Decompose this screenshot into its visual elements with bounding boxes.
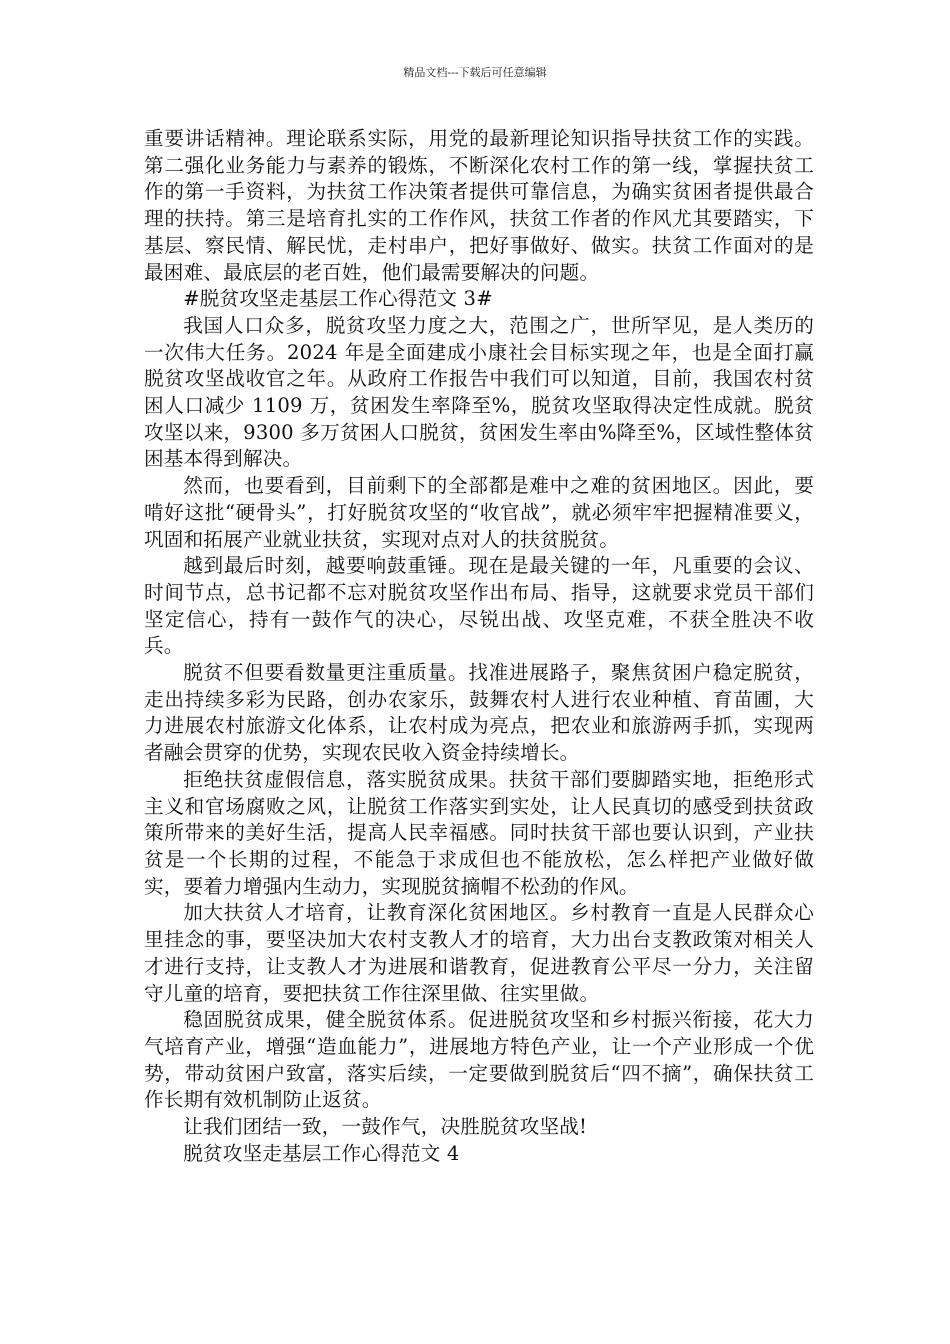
section-heading-3: #脱贫攻坚走基层工作心得范文 3# xyxy=(183,287,493,311)
paragraph-8: 稳固脱贫成果，健全脱贫体系。促进脱贫攻坚和乡村振兴衔接，花大力气培育产业，增强“造血能力”，进展地方特色产业，让一个产业形成一个优势，带动贫困户致富，落实后续，一定要做到脱贫后“四不摘”，确保扶贫工作长期有效机制防止返贫。 xyxy=(144,1008,814,1112)
paragraph-4: 越到最后时刻，越要响鼓重锤。现在是最关键的一年，凡重要的会议、时间节点，总书记都不忘对脱贫攻坚作出布局、指导，这就要求党员干部们坚定信心，持有一鼓作气的决心，尽锐出战、攻坚克难，不获全胜决不收兵。 xyxy=(144,554,814,658)
section-heading-4: 脱贫攻坚走基层工作心得范文 4 xyxy=(183,1141,460,1165)
paragraph-6: 拒绝扶贫虚假信息，落实脱贫成果。扶贫干部们要脚踏实地，拒绝形式主义和官场腐败之风，让脱贫工作落实到实处，让人民真切的感受到扶贫政策所带来的美好生活，提高人民幸福感。同时扶贫干部也要认识到，产业扶贫是一个长期的过程，不能急于求成但也不能放松，怎么样把产业做好做实，要着力增强内生动力，实现脱贫摘帽不松劲的作风。 xyxy=(144,767,814,898)
paragraph-7: 加大扶贫人才培育，让教育深化贫困地区。乡村教育一直是人民群众心里挂念的事，要坚决加大农村支教人才的培育，大力出台支教政策对相关人才进行支持，让支教人才为进展和谐教育，促进教育公平尽一分力，关注留守儿童的培育，要把扶贫工作往深里做、往实里做。 xyxy=(144,901,814,1005)
paragraph-3: 然而，也要看到，目前剩下的全部都是难中之难的贫困地区。因此，要啃好这批“硬骨头”，打好脱贫攻坚的“收官战”，就必须牢牢把握精准要义，巩固和拓展产业就业扶贫，实现对点对人的扶贫脱贫。 xyxy=(144,474,814,551)
document-body xyxy=(144,126,814,1167)
paragraph-1: 重要讲话精神。理论联系实际，用党的最新理论知识指导扶贫工作的实践。第二强化业务能力与素养的锻炼，不断深化农村工作的第一线，掌握扶贫工作的第一手资料，为扶贫工作决策者提供可靠信息，为确实贫困者提供最合理的扶持。第三是培育扎实的工作作风，扶贫工作者的作风尤其要踏实，下基层、察民情、解民忧，走村串户，把好事做好、做实。扶贫工作面对的是最困难、最底层的老百姓，他们最需要解决的问题。 xyxy=(144,127,814,284)
paragraph-9: 让我们团结一致，一鼓作气，决胜脱贫攻坚战! xyxy=(183,1115,588,1139)
paragraph-2: 我国人口众多，脱贫攻坚力度之大，范围之广，世所罕见，是人类历的一次伟大任务。2024 年是全面建成小康社会目标实现之年，也是全面打赢脱贫攻坚战收官之年。从政府工作报告中我们可以知道，目前，我国农村贫困人口减少 1109 万，贫困发生率降至%，脱贫攻坚取得决定性成就。脱贫攻坚以来，9300 多万贫困人口脱贫，贫困发生率由%降至%，区域性整体贫困基本得到解决。 xyxy=(144,313,814,471)
page-header: 精品文档---下载后可任意编辑 xyxy=(403,66,547,79)
paragraph-5: 脱贫不但要看数量更注重质量。找准进展路子，聚焦贫困户稳定脱贫，走出持续多彩为民路，创办农家乐，鼓舞农村人进行农业种植、育苗圃，大力进展农村旅游文化体系，让农村成为亮点，把农业和旅游两手抓，实现两者融会贯穿的优势，实现农民收入资金持续增长。 xyxy=(144,661,814,765)
